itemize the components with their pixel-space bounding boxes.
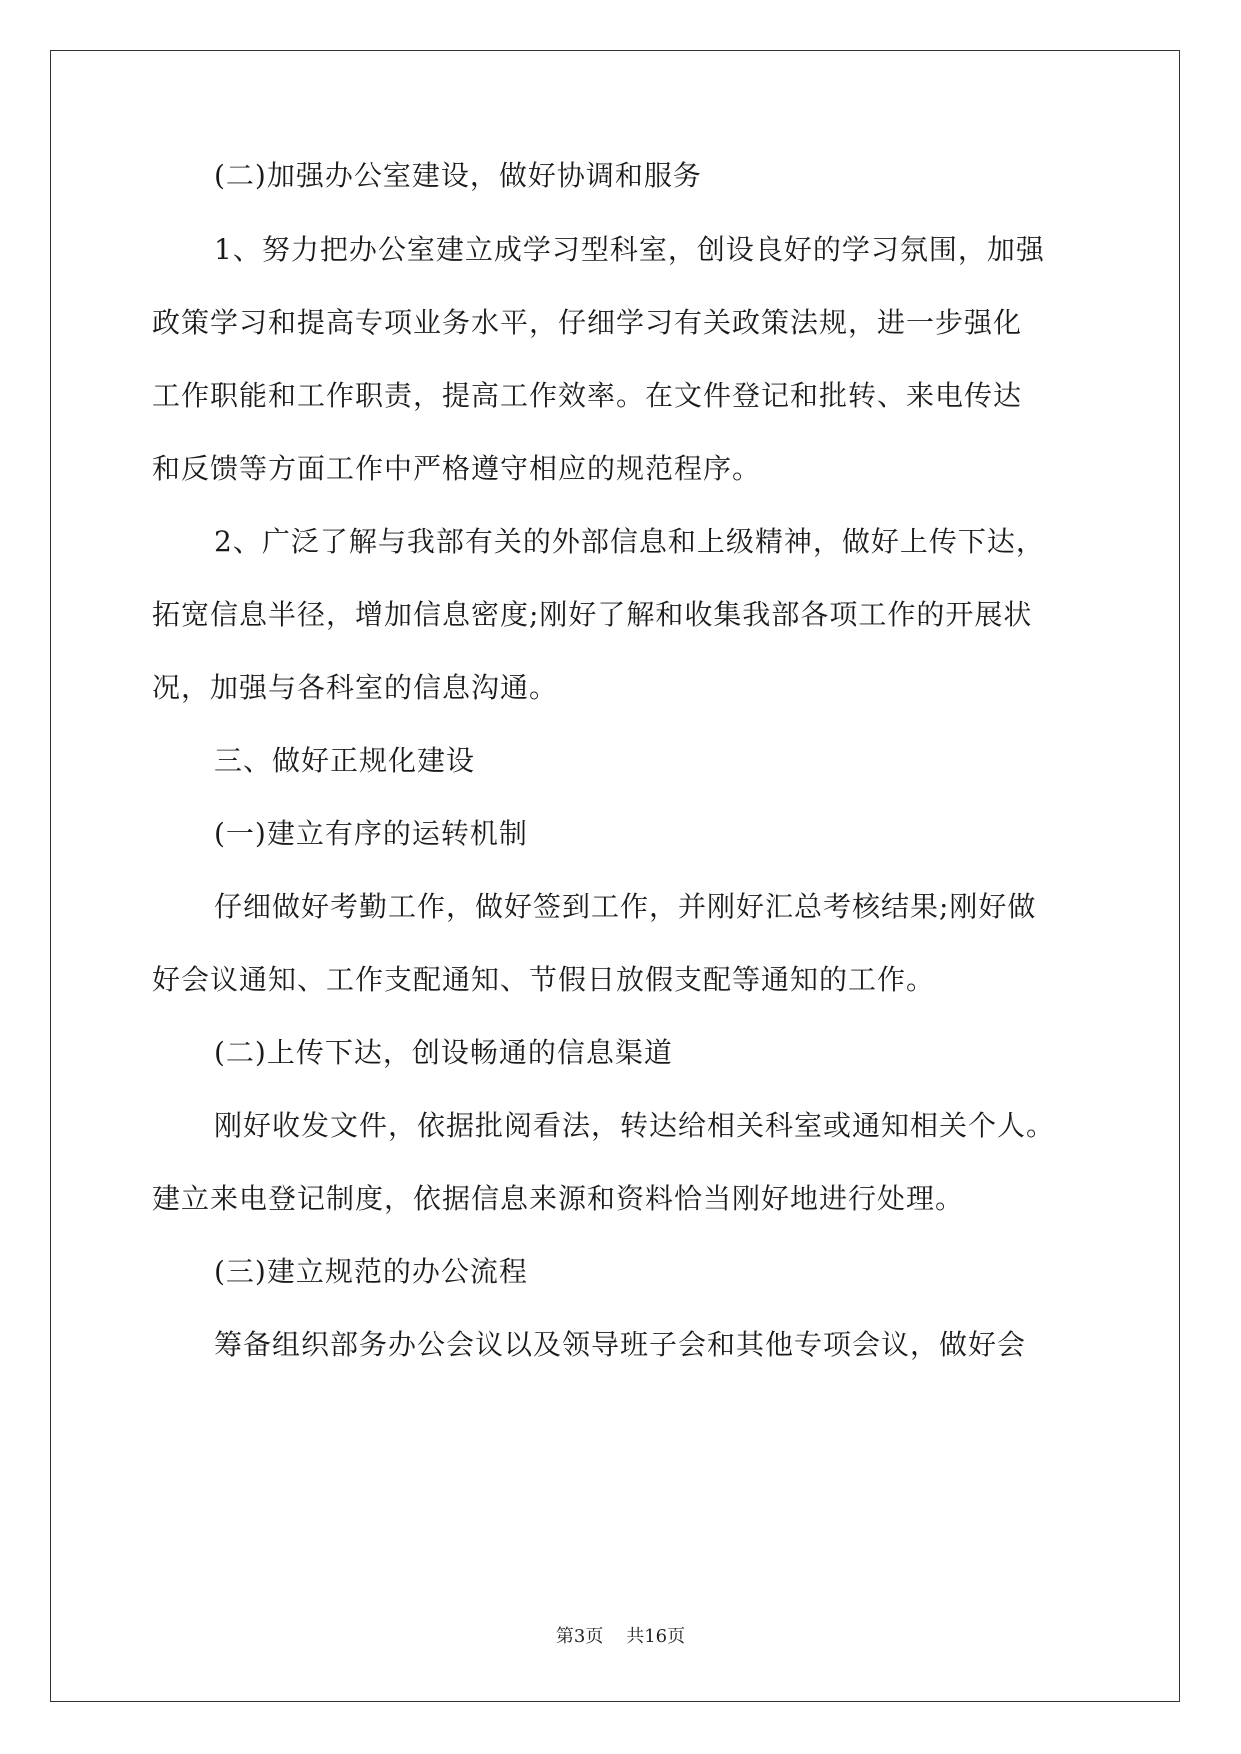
paragraph-line: 仔细做好考勤工作，做好签到工作，并刚好汇总考核结果;刚好做 — [214, 890, 1037, 923]
paragraph-line: 拓宽信息半径，增加信息密度;刚好了解和收集我部各项工作的开展状 — [152, 598, 1033, 631]
heading-info-channel: (二)上传下达，创设畅通的信息渠道 — [214, 1036, 673, 1069]
page-border — [50, 50, 1180, 1702]
paragraph-line: 建立来电登记制度，依据信息来源和资料恰当刚好地进行处理。 — [152, 1182, 965, 1215]
paragraph-line: 和反馈等方面工作中严格遵守相应的规范程序。 — [152, 452, 762, 485]
page-number-footer: 第3页 共16页 — [555, 1626, 686, 1647]
heading-standardization: 三、做好正规化建设 — [214, 744, 476, 777]
heading-operation-mechanism: (一)建立有序的运转机制 — [214, 817, 528, 850]
paragraph-line: 2、广泛了解与我部有关的外部信息和上级精神，做好上传下达， — [214, 525, 1045, 558]
paragraph-line: 好会议通知、工作支配通知、节假日放假支配等通知的工作。 — [152, 963, 936, 996]
paragraph-line: 筹备组织部务办公会议以及领导班子会和其他专项会议，做好会 — [214, 1328, 1027, 1361]
paragraph-line: 工作职能和工作职责，提高工作效率。在文件登记和批转、来电传达 — [152, 379, 1023, 412]
paragraph-line: 刚好收发文件，依据批阅看法，转达给相关科室或通知相关个人。 — [214, 1109, 1056, 1142]
heading-strengthen-office: (二)加强办公室建设，做好协调和服务 — [214, 159, 702, 192]
heading-office-process: (三)建立规范的办公流程 — [214, 1255, 528, 1288]
paragraph-line: 1、努力把办公室建立成学习型科室，创设良好的学习氛围，加强 — [214, 233, 1045, 266]
paragraph-line: 政策学习和提高专项业务水平，仔细学习有关政策法规，进一步强化 — [152, 306, 1023, 339]
paragraph-line: 况，加强与各科室的信息沟通。 — [152, 671, 559, 704]
